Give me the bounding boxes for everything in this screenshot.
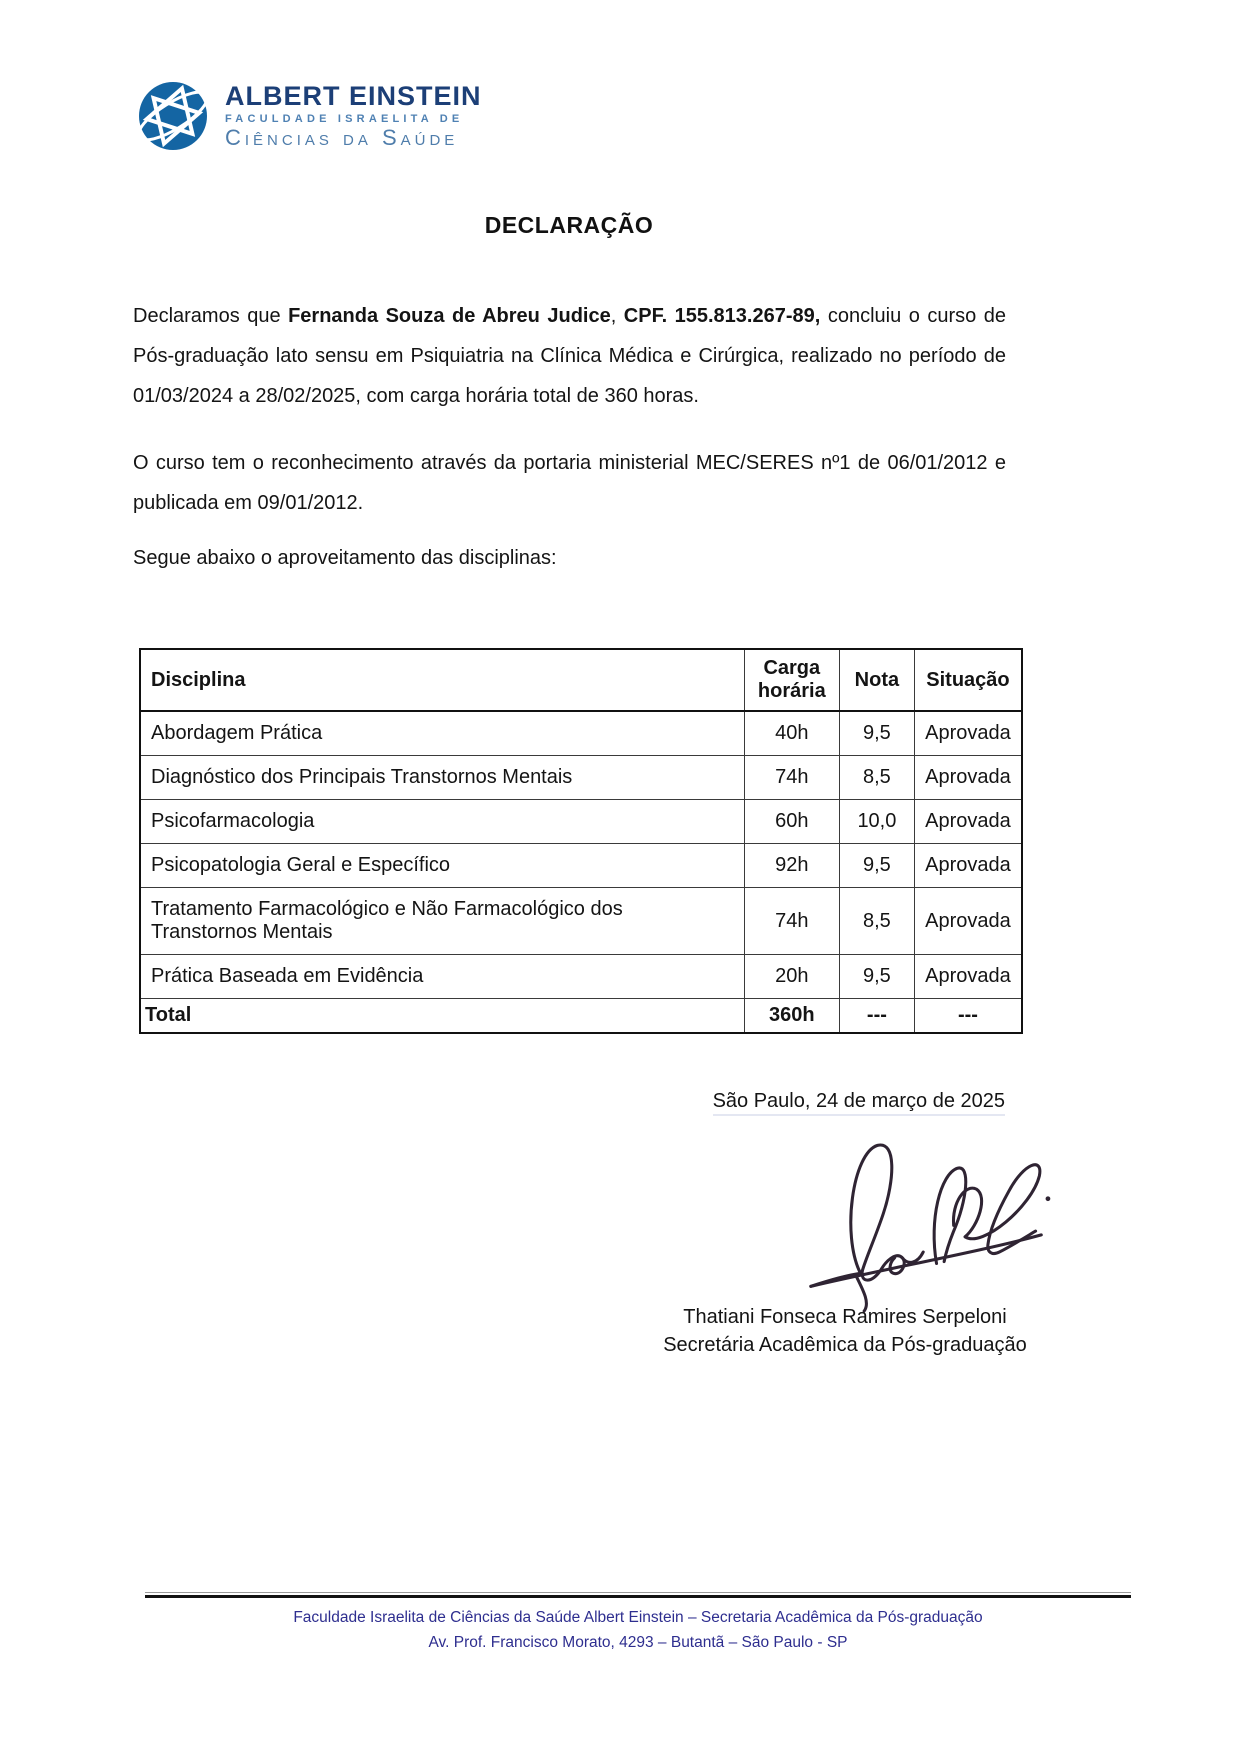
signer-role: Secretária Acadêmica da Pós-graduação bbox=[663, 1334, 1027, 1356]
city-date-line bbox=[133, 1090, 1005, 1113]
cell-situacao: Aprovada bbox=[914, 711, 1022, 756]
cell-disciplina: Psicofarmacologia bbox=[140, 800, 744, 844]
table-row bbox=[140, 955, 1022, 999]
total-nota: --- bbox=[839, 999, 914, 1034]
table-lead-in: Segue abaixo o aproveitamento das disciplinas: bbox=[133, 547, 557, 569]
cell-situacao: Aprovada bbox=[914, 888, 1022, 955]
cell-carga: 92h bbox=[744, 844, 839, 888]
cell-situacao: Aprovada bbox=[914, 756, 1022, 800]
table-row bbox=[140, 756, 1022, 800]
header-carga-horaria: Carga horária bbox=[744, 649, 839, 711]
cell-nota: 8,5 bbox=[839, 888, 914, 955]
logo-wordmark bbox=[225, 83, 482, 149]
declaration-paragraph bbox=[133, 296, 1006, 416]
cell-carga: 60h bbox=[744, 800, 839, 844]
cell-disciplina: Abordagem Prática bbox=[140, 711, 744, 756]
cell-disciplina: Diagnóstico dos Principais Transtornos Mentais bbox=[140, 756, 744, 800]
table-header-row bbox=[140, 649, 1022, 711]
table-row bbox=[140, 888, 1022, 955]
signature-image bbox=[742, 1113, 1072, 1313]
logo-subtitle2-text: Ciências da Saúde bbox=[225, 125, 459, 150]
logo-brand-text: ALBERT EINSTEIN bbox=[225, 81, 482, 111]
date-text: São Paulo, 24 de março de 2025 bbox=[713, 1090, 1005, 1116]
cell-carga: 74h bbox=[744, 888, 839, 955]
footer-line1: Faculdade Israelita de Ciências da Saúde Albert Einstein – Secretaria Acadêmica da Pós-graduação bbox=[293, 1609, 983, 1626]
p1-seg5: concluiu o curso de Pós-graduação lato sensu em Psiquiatria na Clínica Médica e Cirúrgica, realizado no período de 01/03/2024 a 28/02/2025, com carga horária total de 360 horas. bbox=[133, 305, 1006, 407]
signer-block bbox=[620, 1303, 1070, 1359]
table-row bbox=[140, 800, 1022, 844]
cell-situacao: Aprovada bbox=[914, 800, 1022, 844]
cell-nota: 9,5 bbox=[839, 955, 914, 999]
student-cpf: CPF. 155.813.267-89, bbox=[623, 305, 821, 327]
header-nota: Nota bbox=[839, 649, 914, 711]
table-row bbox=[140, 711, 1022, 756]
signer-name: Thatiani Fonseca Ramires Serpeloni bbox=[683, 1306, 1007, 1328]
cell-nota: 10,0 bbox=[839, 800, 914, 844]
page-title: DECLARAÇÃO bbox=[484, 212, 654, 238]
cell-nota: 9,5 bbox=[839, 844, 914, 888]
cell-nota: 9,5 bbox=[839, 711, 914, 756]
total-carga: 360h bbox=[744, 999, 839, 1034]
cell-disciplina: Psicopatologia Geral e Específico bbox=[140, 844, 744, 888]
cell-carga: 40h bbox=[744, 711, 839, 756]
footer-line2: Av. Prof. Francisco Morato, 4293 – Butantã – São Paulo - SP bbox=[428, 1634, 848, 1651]
institution-logo bbox=[131, 74, 482, 158]
cell-nota: 8,5 bbox=[839, 756, 914, 800]
footer-divider bbox=[145, 1592, 1131, 1598]
p1-seg1: Declaramos que bbox=[133, 305, 289, 327]
table-total-row bbox=[140, 999, 1022, 1034]
student-name: Fernanda Souza de Abreu Judice bbox=[288, 305, 611, 327]
cell-disciplina: Prática Baseada em Evidência bbox=[140, 955, 744, 999]
header-situacao: Situação bbox=[914, 649, 1022, 711]
cell-carga: 74h bbox=[744, 756, 839, 800]
cell-situacao: Aprovada bbox=[914, 844, 1022, 888]
table-row bbox=[140, 844, 1022, 888]
total-situacao: --- bbox=[914, 999, 1022, 1034]
total-label: Total bbox=[140, 999, 744, 1034]
p1-seg3: , bbox=[610, 305, 624, 327]
header-disciplina: Disciplina bbox=[140, 649, 744, 711]
cell-situacao: Aprovada bbox=[914, 955, 1022, 999]
einstein-globe-star-icon bbox=[131, 74, 215, 158]
cell-carga: 20h bbox=[744, 955, 839, 999]
disciplines-table bbox=[139, 648, 1023, 1034]
recognition-paragraph: O curso tem o reconhecimento através da portaria ministerial MEC/SERES nº1 de 06/01/2012 e publicada em 09/01/2012. bbox=[133, 452, 1006, 514]
page-footer bbox=[145, 1592, 1131, 1655]
cell-disciplina: Tratamento Farmacológico e Não Farmacológico dos Transtornos Mentais bbox=[140, 888, 744, 955]
grades-table bbox=[139, 648, 1023, 1034]
logo-subtitle-text: FACULDADE ISRAELITA DE bbox=[225, 113, 464, 125]
